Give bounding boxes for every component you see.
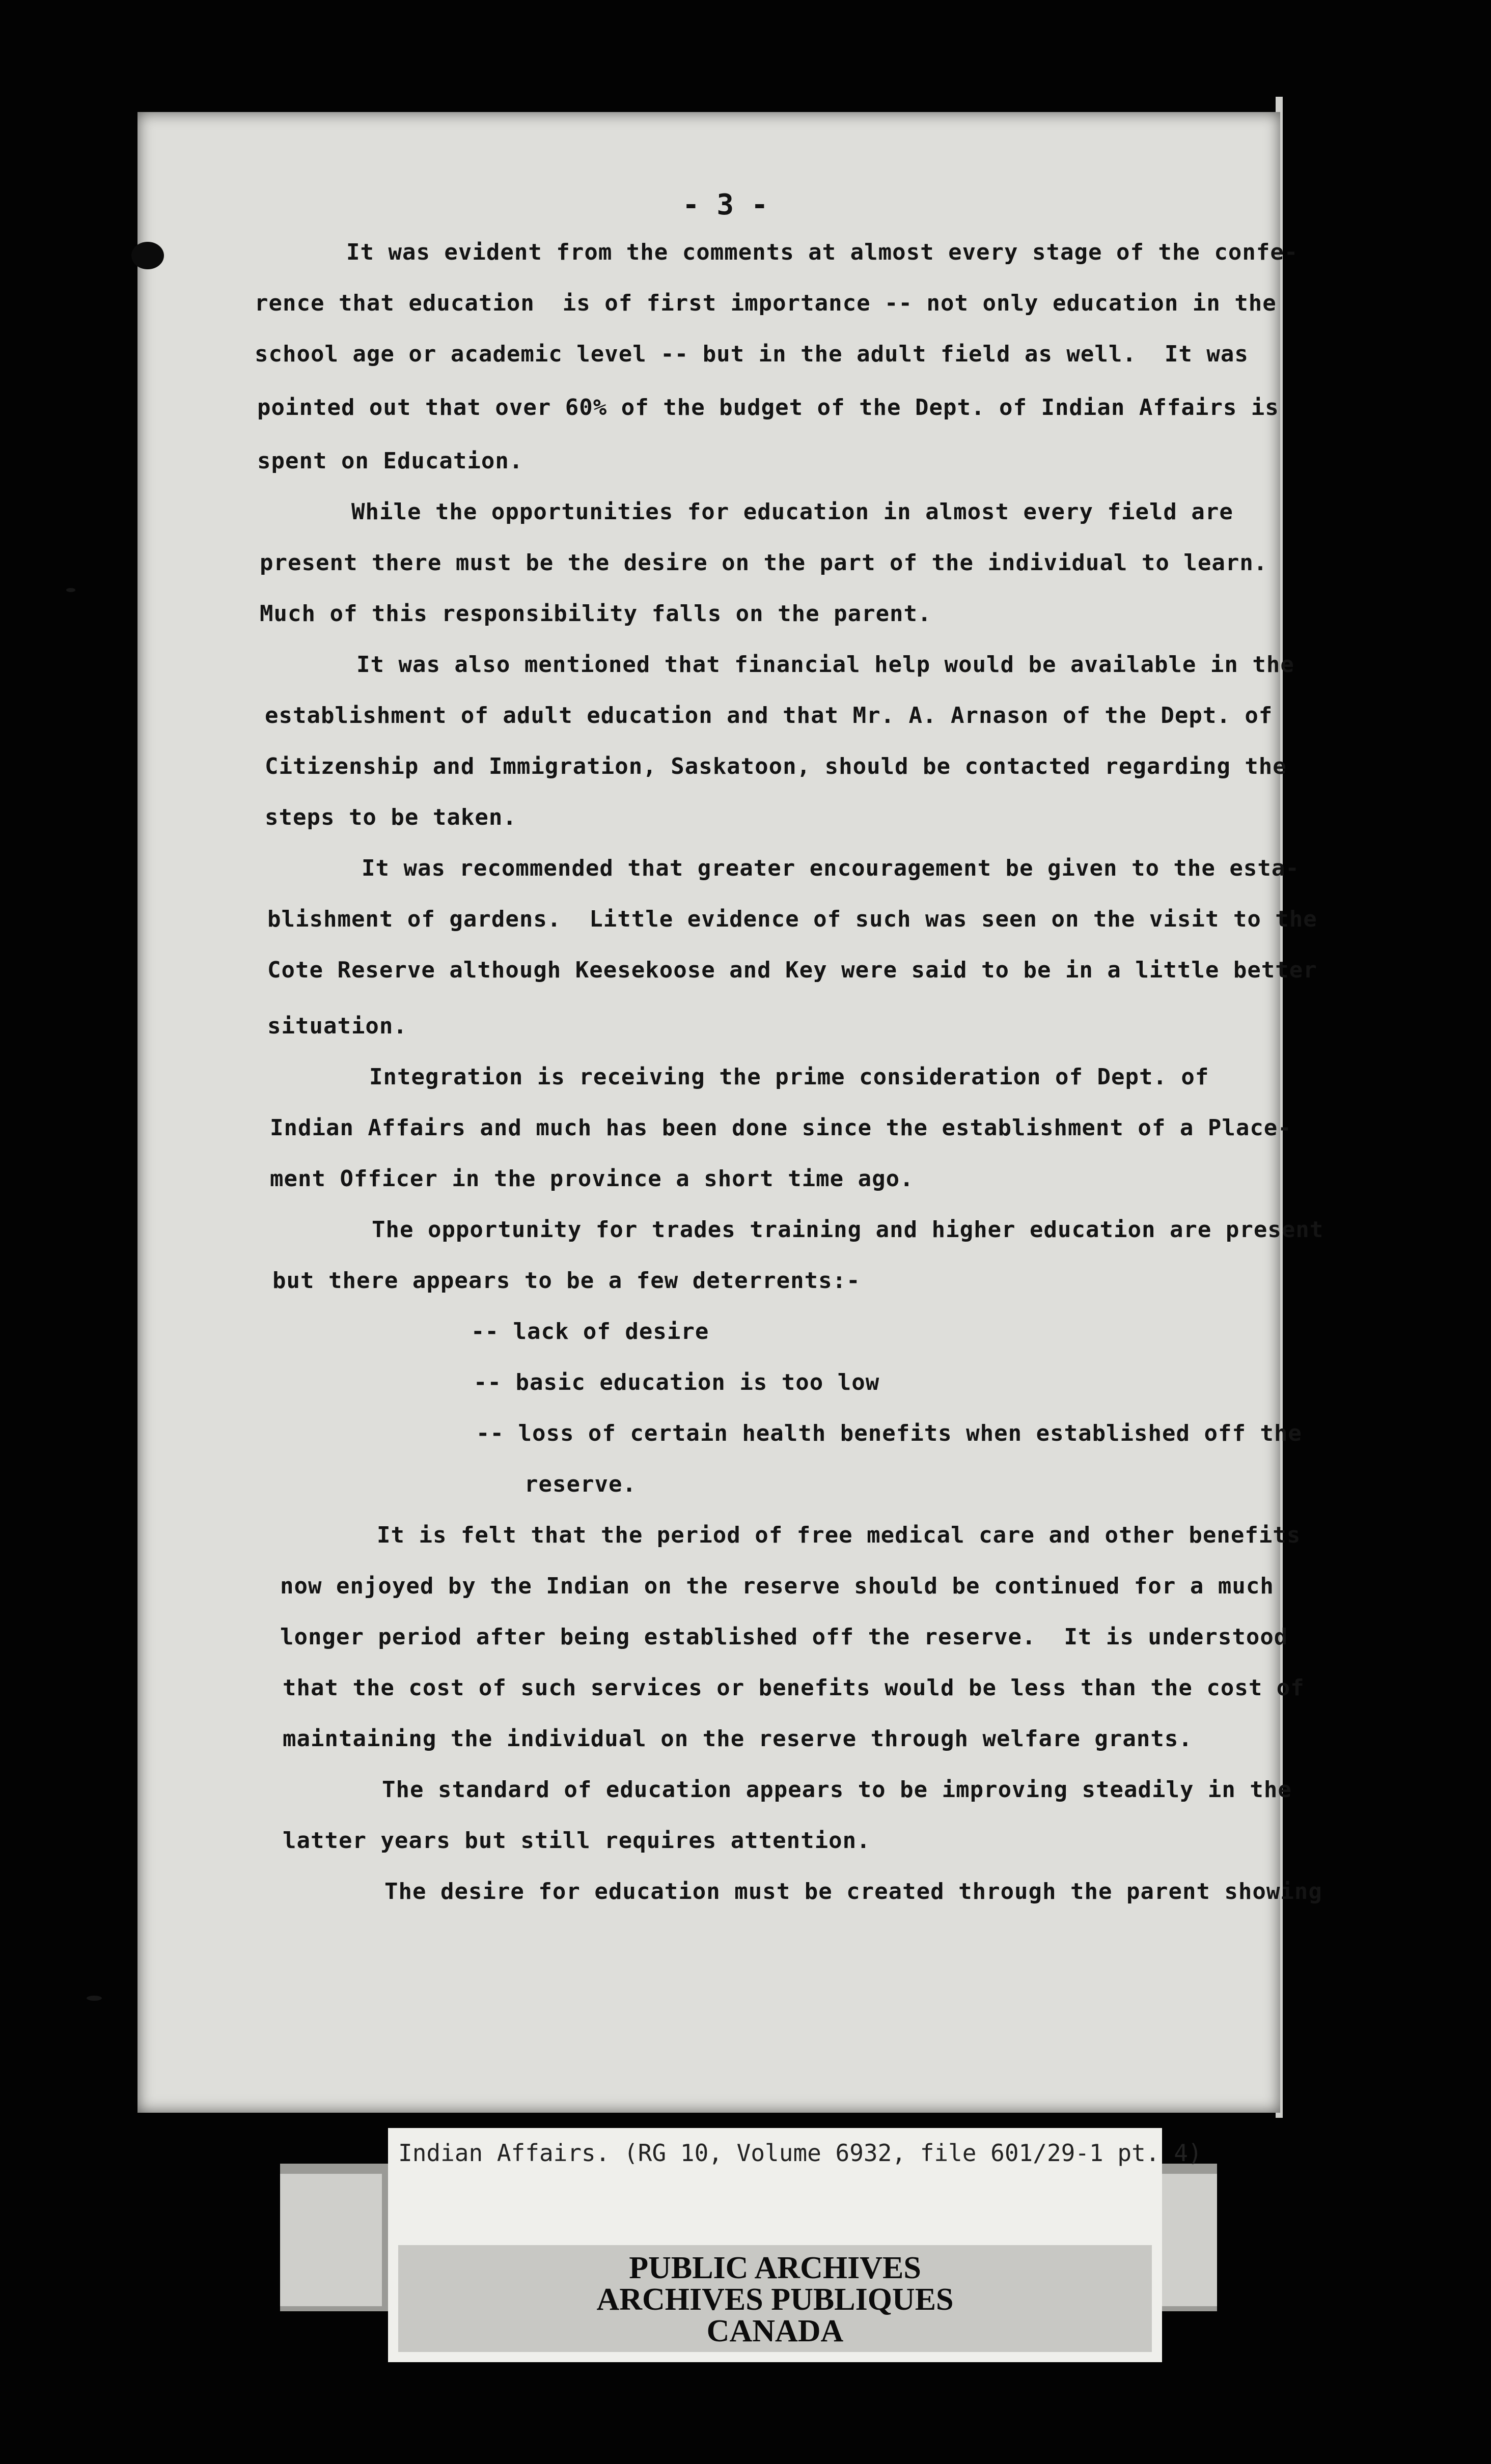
- text-line: Integration is receiving the prime consideration of Dept. of: [369, 1064, 1209, 1090]
- text-line: The standard of education appears to be improving steadily in the: [382, 1777, 1292, 1803]
- text-line: Cote Reserve although Keesekoose and Key were said to be in a little better: [267, 957, 1317, 983]
- text-line: It was recommended that greater encouragement be given to the esta-: [362, 855, 1300, 881]
- typed-body-text: [137, 112, 1324, 2113]
- text-line: pointed out that over 60% of the budget of the Dept. of Indian Affairs is: [257, 395, 1279, 421]
- text-line: situation.: [267, 1013, 407, 1039]
- text-line: maintaining the individual on the reserve through welfare grants.: [283, 1726, 1193, 1752]
- text-line: establishment of adult education and that Mr. A. Arnason of the Dept. of: [265, 703, 1273, 729]
- text-line: Citizenship and Immigration, Saskatoon, should be contacted regarding the: [265, 753, 1287, 779]
- text-line: that the cost of such services or benefits would be less than the cost of: [283, 1675, 1305, 1701]
- text-line: but there appears to be a few deterrents:-: [272, 1268, 861, 1294]
- page-number: - 3 -: [682, 188, 768, 221]
- ink-smudge: [87, 1996, 102, 2001]
- archive-stamp-line: CANADA: [706, 2314, 844, 2348]
- archive-reference: Indian Affairs. (RG 10, Volume 6932, file 601/29-1 pt. 4): [398, 2139, 1202, 2167]
- text-line: blishment of gardens. Little evidence of such was seen on the visit to the: [267, 906, 1317, 932]
- text-line: Much of this responsibility falls on the parent.: [260, 601, 932, 627]
- list-item: -- loss of certain health benefits when established off the: [476, 1420, 1302, 1446]
- text-line: latter years but still requires attention.: [283, 1828, 871, 1854]
- text-line: Indian Affairs and much has been done since the establishment of a Place-: [270, 1115, 1292, 1141]
- archive-stamp: [398, 2245, 1152, 2352]
- text-line: spent on Education.: [257, 448, 523, 474]
- archive-caption-card: [388, 2128, 1202, 2362]
- text-line: present there must be the desire on the part of the individual to learn.: [260, 550, 1268, 576]
- text-line: It is felt that the period of free medical care and other benefits: [377, 1522, 1301, 1548]
- text-line: steps to be taken.: [265, 804, 517, 830]
- text-line: ment Officer in the province a short time ago.: [270, 1166, 914, 1192]
- text-line: The opportunity for trades training and higher education are present: [372, 1217, 1324, 1243]
- archive-stamp-line: PUBLIC ARCHIVES: [629, 2251, 921, 2285]
- tape-strip: [280, 2174, 382, 2306]
- document-page: [137, 112, 1324, 2113]
- text-line: The desire for education must be created through the parent showing: [384, 1879, 1322, 1905]
- text-line: longer period after being established off the reserve. It is understood: [280, 1624, 1288, 1650]
- text-line: school age or academic level -- but in the adult field as well. It was: [255, 341, 1249, 367]
- text-line: rence that education is of first importance -- not only education in the: [255, 290, 1277, 316]
- text-line: now enjoyed by the Indian on the reserve should be continued for a much: [280, 1573, 1274, 1599]
- text-line: It was evident from the comments at almost every stage of the confe-: [346, 239, 1299, 265]
- text-line: While the opportunities for education in almost every field are: [351, 499, 1233, 525]
- list-item: -- basic education is too low: [474, 1369, 880, 1395]
- text-line: It was also mentioned that financial help would be available in the: [356, 652, 1294, 678]
- list-item-continuation: reserve.: [524, 1471, 637, 1497]
- list-item: -- lack of desire: [471, 1319, 709, 1345]
- archive-stamp-line: ARCHIVES PUBLIQUES: [596, 2282, 954, 2317]
- ink-smudge: [66, 588, 75, 592]
